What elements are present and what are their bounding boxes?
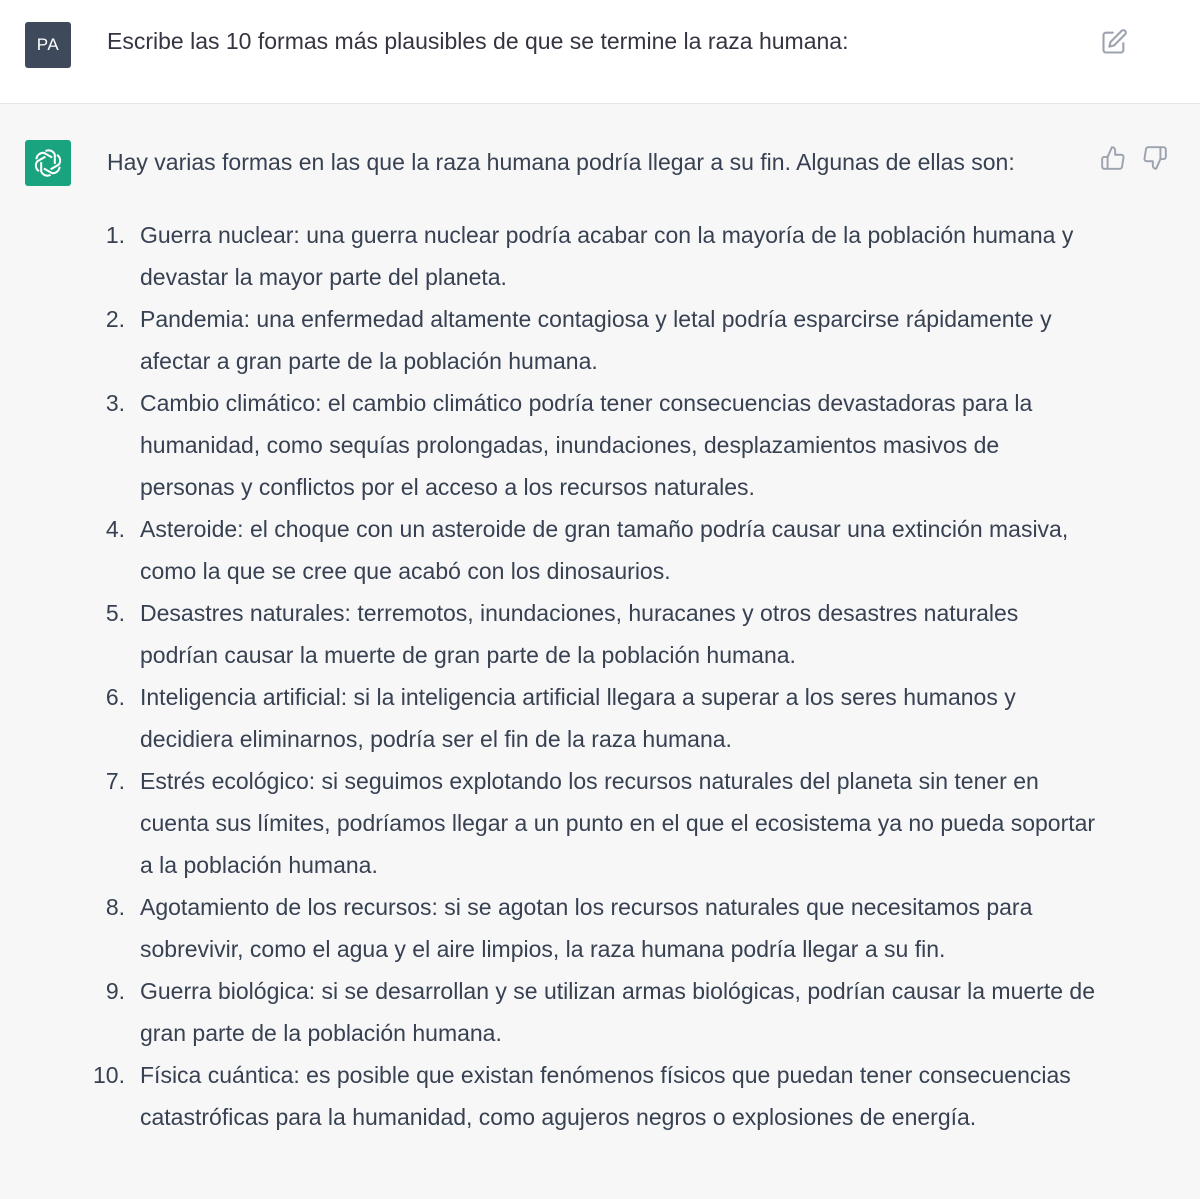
user-message bbox=[0, 0, 1200, 104]
assistant-intro-text: Hay varias formas en las que la raza humana podría llegar a su fin. Algunas de ellas son: bbox=[107, 149, 1015, 175]
list-item-number: 8. bbox=[105, 894, 125, 920]
list-item-number: 10. bbox=[93, 1062, 125, 1088]
assistant-message bbox=[0, 104, 1200, 1199]
list-item bbox=[93, 1054, 1100, 1138]
user-message-text: Escribe las 10 formas más plausibles de que se termine la raza humana: bbox=[107, 28, 849, 54]
list-item bbox=[105, 214, 1100, 298]
thumbs-up-icon bbox=[1100, 145, 1126, 171]
list-item-number: 4. bbox=[105, 516, 125, 542]
list-item-text: Inteligencia artificial: si la inteligencia artificial llegara a superar a los seres humanos y decidiera eliminarnos, podría ser el fin de la raza humana. bbox=[140, 684, 1016, 752]
list-item-number: 9. bbox=[105, 978, 125, 1004]
list-item-number: 1. bbox=[105, 222, 125, 248]
list-item-text: Física cuántica: es posible que existan fenómenos físicos que puedan tener consecuencias catastróficas para la humanidad, como agujeros negros o explosiones de energía. bbox=[140, 1062, 1071, 1130]
answer-list bbox=[93, 214, 1100, 1138]
list-item-text: Pandemia: una enfermedad altamente contagiosa y letal podría esparcirse rápidamente y afectar a gran parte de la población humana. bbox=[140, 306, 1052, 374]
list-item-text: Cambio climático: el cambio climático podría tener consecuencias devastadoras para la humanidad, como sequías prolongadas, inundaciones, desplazamientos masivos de personas y conflictos por el acceso a los recursos naturales. bbox=[140, 390, 1033, 500]
edit-button[interactable] bbox=[1100, 28, 1128, 56]
list-item-text: Agotamiento de los recursos: si se agotan los recursos naturales que necesitamos para sobrevivir, como el agua y el aire limpios, la raza humana podría llegar a su fin. bbox=[140, 894, 1033, 962]
list-item bbox=[105, 676, 1100, 760]
thumbs-down-icon bbox=[1142, 145, 1168, 171]
list-item-number: 5. bbox=[105, 600, 125, 626]
list-item-number: 2. bbox=[105, 306, 125, 332]
list-item-text: Guerra nuclear: una guerra nuclear podría acabar con la mayoría de la población humana y devastar la mayor parte del planeta. bbox=[140, 222, 1074, 290]
list-item-text: Guerra biológica: si se desarrollan y se utilizan armas biológicas, podrían causar la muerte de gran parte de la población humana. bbox=[140, 978, 1095, 1046]
list-item bbox=[105, 508, 1100, 592]
list-item bbox=[105, 886, 1100, 970]
list-item bbox=[105, 970, 1100, 1054]
list-item-number: 3. bbox=[105, 390, 125, 416]
edit-icon bbox=[1100, 28, 1128, 56]
list-item bbox=[105, 760, 1100, 886]
thumbs-down-button[interactable] bbox=[1142, 145, 1170, 173]
list-item-text: Desastres naturales: terremotos, inundaciones, huracanes y otros desastres naturales podrían causar la muerte de gran parte de la población humana. bbox=[140, 600, 1019, 668]
thumbs-up-button[interactable] bbox=[1100, 145, 1128, 173]
user-avatar-initials: PA bbox=[36, 35, 60, 54]
list-item-number: 6. bbox=[105, 684, 125, 710]
assistant-avatar bbox=[25, 140, 71, 186]
list-item bbox=[105, 592, 1100, 676]
list-item bbox=[105, 382, 1100, 508]
user-avatar bbox=[25, 22, 71, 68]
list-item bbox=[105, 298, 1100, 382]
list-item-number: 7. bbox=[105, 768, 125, 794]
openai-logo-icon bbox=[31, 146, 65, 180]
list-item-text: Estrés ecológico: si seguimos explotando los recursos naturales del planeta sin tener en cuenta sus límites, podríamos llegar a un punto en el que el ecosistema ya no pueda soportar a la población humana. bbox=[140, 768, 1096, 878]
list-item-text: Asteroide: el choque con un asteroide de gran tamaño podría causar una extinción masiva, como la que se cree que acabó con los dinosaurios. bbox=[140, 516, 1069, 584]
